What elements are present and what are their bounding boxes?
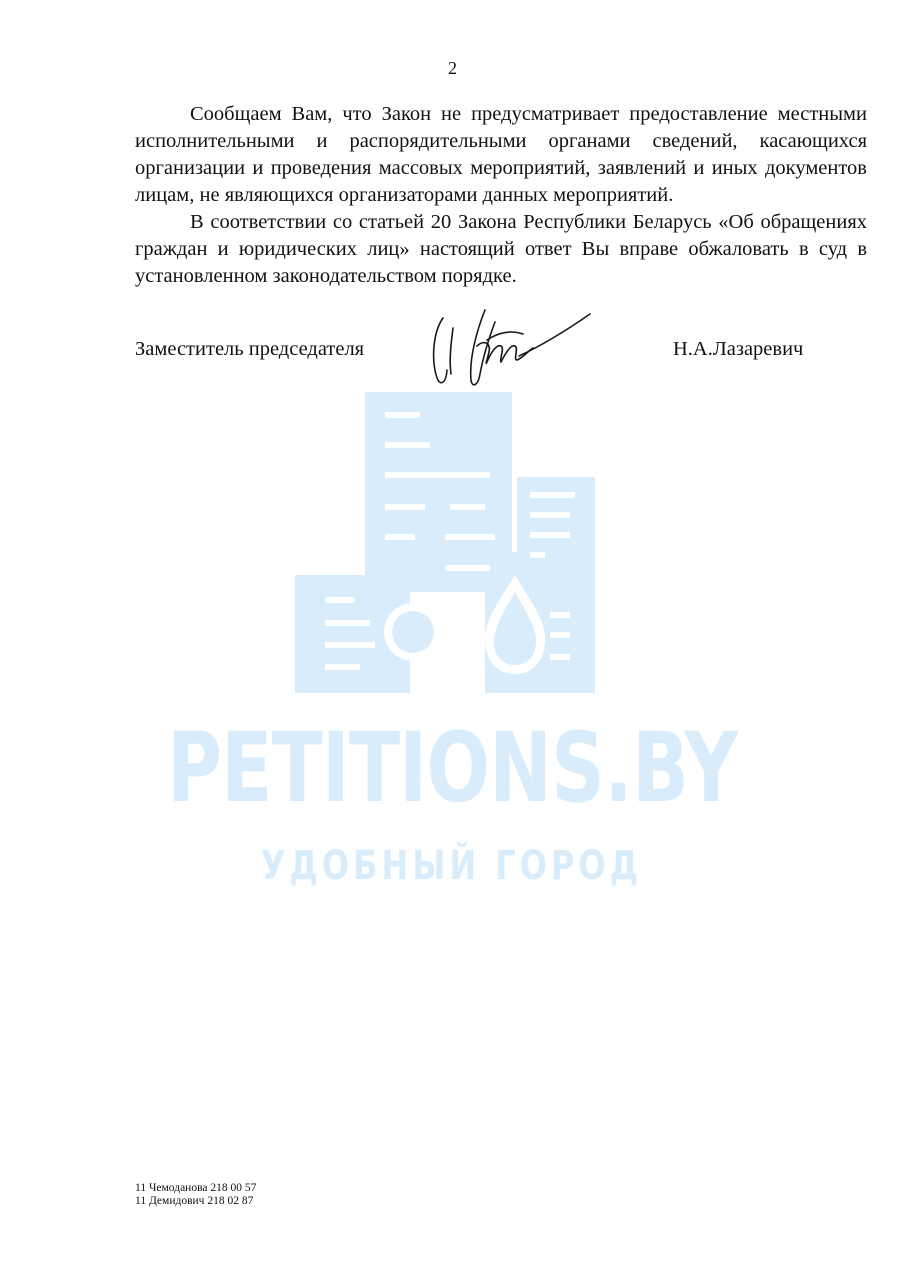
petitions-logo-icon xyxy=(295,392,600,694)
signatory-name: Н.А.Лазаревич xyxy=(673,338,804,360)
paragraph-2: В соответствии со статьей 20 Закона Республики Беларусь «Об обращениях граждан и юридических лиц» настоящий ответ Вы вправе обжаловать в суд в установленном законодательством порядке. xyxy=(135,211,867,287)
letter-body xyxy=(135,101,867,290)
watermark-brand: PETITIONS.BY xyxy=(167,712,738,824)
footer-line: 11 Демидович 218 02 87 xyxy=(135,1195,254,1207)
paragraph-1: Сообщаем Вам, что Закон не предусматривает предоставление местными исполнительными и распорядительными органами сведений, касающихся организации и проведения массовых мероприятий, заявлений и иных документов лицам, не являющихся организаторами данных мероприятий. xyxy=(135,103,867,206)
watermark-tagline: УДОБНЫЙ ГОРОД xyxy=(260,843,643,889)
footer-line: 11 Чемоданова 218 00 57 xyxy=(135,1182,257,1194)
page-number: 2 xyxy=(448,58,457,78)
footer-contacts xyxy=(135,1182,256,1208)
signatory-title: Заместитель председателя xyxy=(135,338,365,360)
handwritten-signature xyxy=(425,300,600,395)
